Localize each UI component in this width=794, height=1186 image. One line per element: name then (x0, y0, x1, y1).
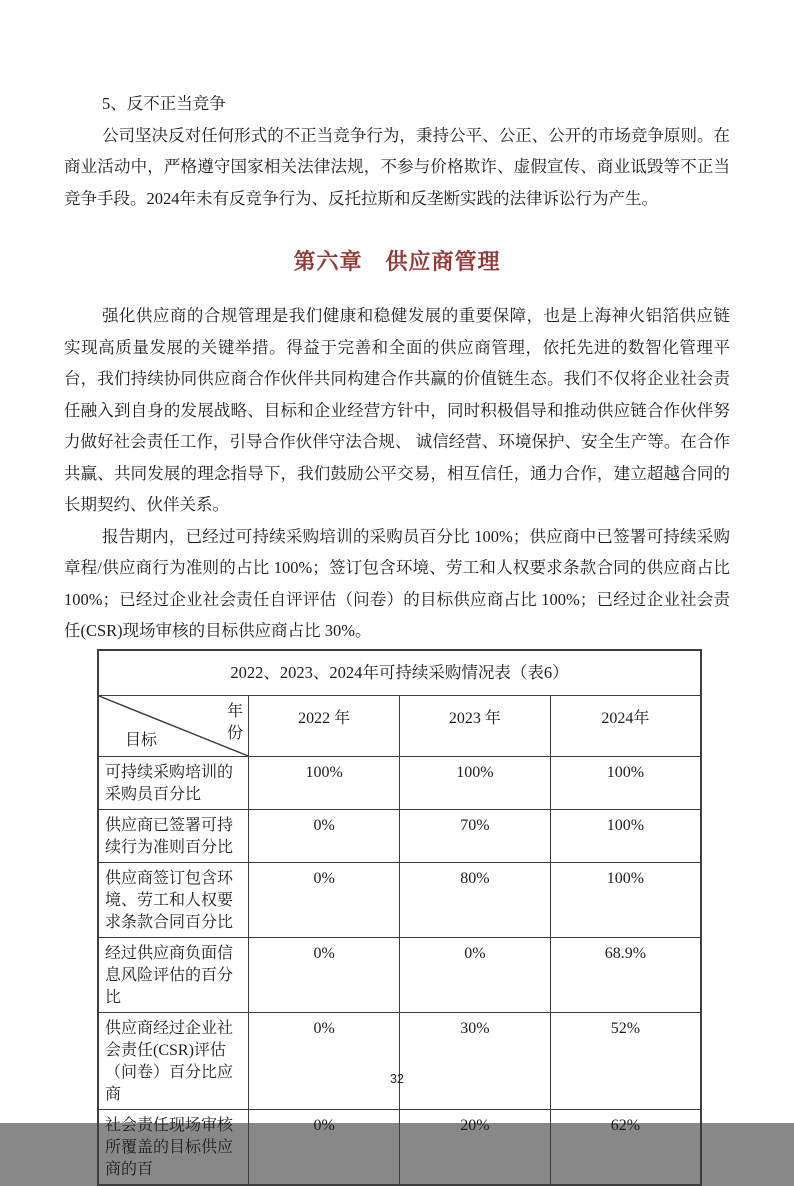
row-value-2024: 100% (550, 756, 701, 809)
chapter-6-paragraph-2: 报告期内，已经过可持续采购培训的采购员百分比 100%；供应商中已签署可持续采购章程/供应商行为准则的占比 100%；签订包含环境、劳工和人权要求条款合同的供应商占比 100%；已经过企业社会责任自评评估（问卷）的目标供应商占比 100%；已经过企业社会责任(CSR)现场审核的目标供应商占比 30%。 (64, 526, 730, 640)
row-value-2023: 100% (400, 756, 551, 809)
row-value-2024: 52% (550, 1012, 701, 1109)
row-label: 可持续采购培训的采购员百分比 (98, 756, 249, 809)
table-row (98, 756, 701, 809)
row-value-2022: 0% (249, 862, 400, 937)
sustainable-procurement-table (97, 649, 702, 1186)
row-label: 供应商签订包含环境、劳工和人权要求条款合同百分比 (98, 862, 249, 937)
row-value-2023: 30% (400, 1012, 551, 1109)
table-corner-cell (98, 695, 249, 756)
row-label: 经过供应商负面信息风险评估的百分比 (98, 937, 249, 1012)
row-value-2024: 68.9% (550, 937, 701, 1012)
row-label: 供应商已签署可持续行为准则百分比 (98, 809, 249, 862)
row-value-2023: 0% (400, 937, 551, 1012)
chapter-6-title: 第六章 供应商管理 (293, 249, 501, 274)
row-value-2023: 70% (400, 809, 551, 862)
row-label: 供应商经过企业社会责任(CSR)评估（问卷）百分比应商 (98, 1012, 249, 1109)
table-header-row (98, 695, 701, 756)
row-value-2023: 20% (400, 1109, 551, 1185)
table-row (98, 809, 701, 862)
section-5-paragraph: 公司坚决反对任何形式的不正当竞争行为，秉持公平、公正、公开的市场竞争原则。在商业活动中，严格遵守国家相关法律法规，不参与价格欺诈、虚假宣传、商业诋毁等不正当竞争手段。2024年未有反竞争行为、反托拉斯和反垄断实践的法律诉讼行为产生。 (64, 125, 730, 208)
year-column-header-2023: 2023 年 (400, 695, 551, 756)
table-row (98, 862, 701, 937)
row-value-2022: 0% (249, 1012, 400, 1109)
year-column-header-2024: 2024年 (550, 695, 701, 756)
row-value-2024: 100% (550, 809, 701, 862)
row-value-2022: 0% (249, 937, 400, 1012)
corner-label-year: 年份 (227, 702, 244, 742)
page-number: 32 (390, 1072, 404, 1086)
table-row (98, 937, 701, 1012)
table-row (98, 1109, 701, 1185)
row-label: 社会责任现场审核所覆盖的目标供应商的百 (98, 1109, 249, 1185)
row-value-2024: 62% (550, 1109, 701, 1185)
row-value-2022: 0% (249, 1109, 400, 1185)
page-content (64, 0, 730, 1186)
row-value-2024: 100% (550, 862, 701, 937)
table-title-row (98, 650, 701, 696)
row-value-2022: 0% (249, 809, 400, 862)
corner-label-goal: 目标 (125, 731, 158, 749)
row-value-2023: 80% (400, 862, 551, 937)
row-value-2022: 100% (249, 756, 400, 809)
diagonal-divider-line (99, 696, 248, 756)
section-5-heading: 5、反不正当竞争 (101, 94, 226, 113)
chapter-6-paragraph-1: 强化供应商的合规管理是我们健康和稳健发展的重要保障，也是上海神火铝箔供应链 实现高质量发展的关键举措。得益于完善和全面的供应商管理，依托先进的数智化管理平台，我们持续协同供应商合作伙伴共同构建合作共赢的价值链生态。我们不仅将企业社会责任融入到自身的发展战略、目标和企业经营方针中，同时积极倡导和推动供应链合作伙伴努力做好社会责任工作，引导合作伙伴守法合规、 诚信经营、环境保护、安全生产等。在合作共赢、共同发展的理念指导下，我们鼓励公平交易，相互信任，通力合作，建立超越合同的长期契约、伙伴关系。 (64, 306, 730, 514)
table-title: 2022、2023、2024年可持续采购情况表（表6） (98, 650, 701, 696)
year-column-header-2022: 2022 年 (249, 695, 400, 756)
table-row (98, 1012, 701, 1109)
